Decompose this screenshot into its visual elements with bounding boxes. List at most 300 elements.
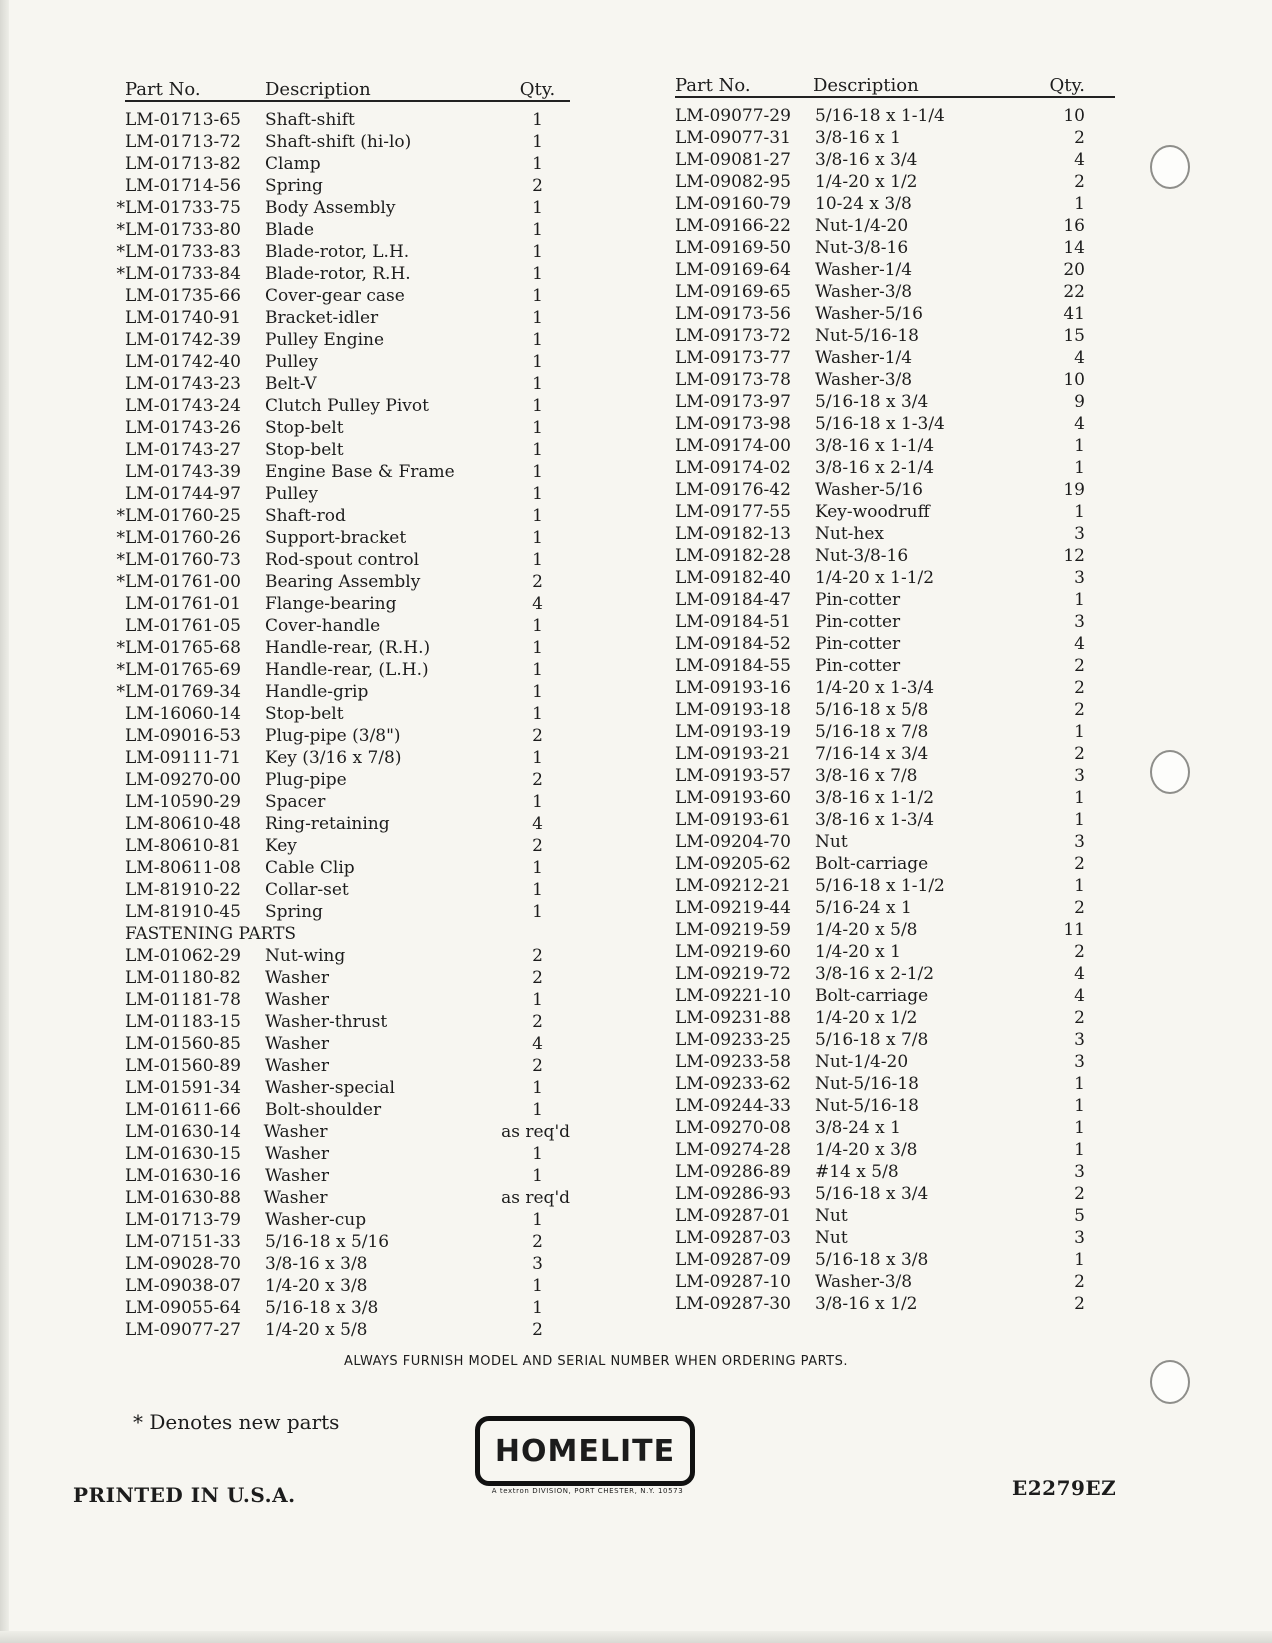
ordering-notice: ALWAYS FURNISH MODEL AND SERIAL NUMBER WHEN ORDERING PARTS. <box>344 1354 848 1369</box>
table-row <box>125 878 570 900</box>
part-number <box>125 154 265 174</box>
part-quantity: 1 <box>1074 1074 1085 1094</box>
part-number <box>675 480 815 500</box>
table-row <box>675 456 1115 478</box>
part-quantity: 2 <box>1074 678 1085 698</box>
part-number <box>675 216 815 236</box>
part-description: Bolt-carriage <box>815 854 929 874</box>
part-number-text: LM-01760-73 <box>125 550 241 570</box>
part-number <box>125 110 265 130</box>
part-number-text: LM-09219-60 <box>675 942 791 962</box>
part-number <box>125 968 265 988</box>
part-number <box>116 572 265 592</box>
part-quantity: 2 <box>1074 1008 1085 1028</box>
table-row <box>675 1226 1115 1248</box>
part-number-text: LM-09173-72 <box>675 326 791 346</box>
table-row <box>125 1032 570 1054</box>
part-quantity: 2 <box>1074 898 1085 918</box>
part-quantity: 1 <box>532 902 543 922</box>
part-description: Washer-cup <box>265 1210 367 1230</box>
table-row <box>675 1116 1115 1138</box>
part-number-text: LM-09287-30 <box>675 1294 791 1314</box>
part-number-text: LM-81910-22 <box>125 880 241 900</box>
part-quantity: 2 <box>532 946 543 966</box>
part-number-text: LM-01714-56 <box>125 176 241 196</box>
part-description: 1/4-20 x 1/2 <box>815 1008 918 1028</box>
table-row <box>675 918 1115 940</box>
table-row <box>675 610 1115 632</box>
part-number <box>125 462 265 482</box>
part-description: Support-bracket <box>265 528 407 548</box>
table-row <box>675 1248 1115 1270</box>
part-quantity: 4 <box>1074 634 1085 654</box>
part-quantity: 1 <box>1074 876 1085 896</box>
part-quantity: 2 <box>1074 128 1085 148</box>
document-code: E2279EZ <box>1012 1476 1117 1500</box>
table-row <box>125 834 570 856</box>
part-description: Spring <box>265 902 323 922</box>
part-description: Nut-hex <box>815 524 884 544</box>
part-description: 5/16-18 x 7/8 <box>815 722 929 742</box>
part-number-text: LM-09166-22 <box>675 216 791 236</box>
part-number-text: LM-09182-13 <box>675 524 791 544</box>
part-description: Handle-grip <box>265 682 369 702</box>
part-description: #14 x 5/8 <box>815 1162 899 1182</box>
part-number-text: LM-01769-34 <box>125 682 241 702</box>
part-description: Stop-belt <box>265 440 344 460</box>
part-number <box>675 436 815 456</box>
part-description: Washer-1/4 <box>815 348 913 368</box>
part-number <box>675 1052 815 1072</box>
part-number <box>675 832 815 852</box>
part-number-text: LM-01630-15 <box>125 1144 241 1164</box>
part-number <box>125 286 265 306</box>
part-quantity: 1 <box>532 132 543 152</box>
table-row <box>675 1160 1115 1182</box>
table-row <box>675 1204 1115 1226</box>
part-quantity: 1 <box>532 550 543 570</box>
part-number-text: LM-01742-40 <box>125 352 241 372</box>
table-row <box>125 1230 570 1252</box>
table-row <box>675 1094 1115 1116</box>
part-number <box>125 594 265 614</box>
table-row <box>116 636 570 658</box>
part-description: Washer <box>263 1122 328 1142</box>
part-quantity: 2 <box>1074 744 1085 764</box>
part-number-text: LM-09287-01 <box>675 1206 791 1226</box>
part-description: 3/8-16 x 2-1/2 <box>815 964 935 984</box>
page-edge-bottom <box>0 1631 1272 1643</box>
part-description: Cable Clip <box>265 858 355 878</box>
part-number-text: LM-09184-55 <box>675 656 791 676</box>
part-number-text: LM-09082-95 <box>675 172 791 192</box>
table-row <box>675 434 1115 456</box>
header-description: Description <box>812 75 919 96</box>
table-row <box>125 284 570 306</box>
part-quantity: 1 <box>532 484 543 504</box>
part-quantity: 1 <box>532 396 543 416</box>
part-quantity: 1 <box>532 330 543 350</box>
part-number-text: LM-09287-09 <box>675 1250 791 1270</box>
part-quantity: 1 <box>532 1276 543 1296</box>
part-number <box>675 106 815 126</box>
part-quantity: 1 <box>1074 458 1085 478</box>
part-description: Pin-cotter <box>815 634 901 654</box>
part-description: Ring-retaining <box>265 814 390 834</box>
part-number <box>125 1100 265 1120</box>
part-description: 1/4-20 x 3/8 <box>815 1140 918 1160</box>
part-quantity: 1 <box>532 110 543 130</box>
part-description: Body Assembly <box>265 198 396 218</box>
part-quantity: 1 <box>1074 194 1085 214</box>
part-number-text: LM-09038-07 <box>125 1276 241 1296</box>
part-quantity: 1 <box>532 198 543 218</box>
part-number <box>125 1298 265 1318</box>
header-description: Description <box>265 79 371 100</box>
part-number <box>675 502 815 522</box>
part-quantity: 2 <box>532 836 543 856</box>
part-quantity: 2 <box>532 1320 543 1340</box>
part-number-text: LM-01735-66 <box>125 286 241 306</box>
table-row <box>116 658 570 680</box>
part-number-text: LM-09173-56 <box>675 304 791 324</box>
part-number <box>675 700 815 720</box>
part-quantity: 20 <box>1063 260 1085 280</box>
part-number <box>125 440 265 460</box>
part-description: 7/16-14 x 3/4 <box>815 744 929 764</box>
part-number <box>675 612 815 632</box>
header-qty: Qty. <box>519 79 556 100</box>
part-number-text: LM-09193-57 <box>675 766 791 786</box>
table-row <box>125 416 570 438</box>
part-quantity: 1 <box>1074 590 1085 610</box>
part-description: Nut-5/16-18 <box>815 1074 919 1094</box>
part-number-text: LM-09219-59 <box>675 920 791 940</box>
part-description: Nut-wing <box>265 946 346 966</box>
part-number-text: LM-01181-78 <box>125 990 241 1010</box>
part-number-text: LM-09173-77 <box>675 348 791 368</box>
table-row <box>675 148 1115 170</box>
new-part-marker: * <box>116 506 125 526</box>
part-description: Shaft-rod <box>265 506 346 526</box>
part-quantity: 1 <box>532 1210 543 1230</box>
part-number <box>125 418 265 438</box>
table-row <box>125 1142 570 1164</box>
table-row <box>675 236 1115 258</box>
part-number <box>675 722 815 742</box>
part-number-text: LM-01765-68 <box>125 638 241 658</box>
part-number-text: LM-09287-03 <box>675 1228 791 1248</box>
part-number <box>125 330 265 350</box>
part-quantity: 3 <box>1074 524 1085 544</box>
part-quantity: 2 <box>532 968 543 988</box>
part-description: 5/16-18 x 1-3/4 <box>815 414 945 434</box>
table-row <box>675 940 1115 962</box>
part-description: 3/8-24 x 1 <box>815 1118 901 1138</box>
part-description: Blade-rotor, L.H. <box>265 242 410 262</box>
part-number <box>675 128 815 148</box>
part-quantity: 2 <box>532 726 543 746</box>
part-number-text: LM-01611-66 <box>125 1100 241 1120</box>
part-description: Bearing Assembly <box>265 572 421 592</box>
part-number <box>125 616 265 636</box>
table-row <box>125 1054 570 1076</box>
table-row <box>675 1182 1115 1204</box>
part-number <box>125 1210 265 1230</box>
part-quantity: 2 <box>1074 1184 1085 1204</box>
part-number <box>675 1074 815 1094</box>
table-row <box>675 544 1115 566</box>
part-number <box>125 704 265 724</box>
part-number <box>675 854 815 874</box>
table-row <box>116 240 570 262</box>
table-row <box>125 856 570 878</box>
part-number-text: LM-09244-33 <box>675 1096 791 1116</box>
table-row <box>125 724 570 746</box>
part-quantity: 11 <box>1063 920 1085 940</box>
part-number <box>125 132 265 152</box>
part-number <box>675 1140 815 1160</box>
part-number <box>675 1250 815 1270</box>
table-row <box>125 482 570 504</box>
table-header <box>125 62 570 102</box>
part-number <box>675 744 815 764</box>
part-number <box>125 726 265 746</box>
part-description: Washer <box>265 968 329 988</box>
part-number-text: LM-01743-39 <box>125 462 241 482</box>
table-row <box>125 1010 570 1032</box>
new-part-marker: * <box>116 638 125 658</box>
part-description: Blade <box>265 220 315 240</box>
part-description: Shaft-shift (hi-lo) <box>265 132 412 152</box>
part-number-text: LM-09205-62 <box>675 854 791 874</box>
part-number <box>675 964 815 984</box>
table-row <box>125 900 570 922</box>
part-number <box>675 524 815 544</box>
part-quantity: 14 <box>1063 238 1085 258</box>
table-row <box>125 592 570 614</box>
part-number <box>116 528 265 548</box>
part-quantity: as req'd <box>501 1188 570 1208</box>
part-number-text: LM-01591-34 <box>125 1078 241 1098</box>
part-number-text: LM-01733-83 <box>125 242 241 262</box>
part-number-text: LM-09286-89 <box>675 1162 791 1182</box>
part-number <box>675 150 815 170</box>
table-row <box>125 152 570 174</box>
part-quantity: 1 <box>532 506 543 526</box>
part-description: Pin-cotter <box>815 590 901 610</box>
part-number <box>675 546 815 566</box>
part-number <box>116 638 265 658</box>
table-row <box>675 588 1115 610</box>
table-row <box>675 1138 1115 1160</box>
part-description: Bolt-carriage <box>815 986 929 1006</box>
part-quantity: 1 <box>532 1100 543 1120</box>
part-number <box>116 682 265 702</box>
table-row <box>125 746 570 768</box>
part-quantity: 1 <box>532 660 543 680</box>
part-quantity: 12 <box>1063 546 1085 566</box>
part-description: Nut-3/8-16 <box>815 238 909 258</box>
new-part-marker: * <box>116 682 125 702</box>
part-number-text: LM-01713-79 <box>125 1210 241 1230</box>
part-quantity: 1 <box>532 154 543 174</box>
part-description: 5/16-18 x 3/4 <box>815 1184 929 1204</box>
part-number-text: LM-01765-69 <box>125 660 241 680</box>
part-quantity: 1 <box>532 462 543 482</box>
section-label-fastening-parts: FASTENING PARTS <box>125 924 297 944</box>
part-quantity: 1 <box>532 242 543 262</box>
table-row <box>675 104 1115 126</box>
part-description: Key (3/16 x 7/8) <box>265 748 402 768</box>
part-quantity: 15 <box>1063 326 1085 346</box>
part-quantity: 1 <box>1074 436 1085 456</box>
table-row <box>125 306 570 328</box>
part-number-text: LM-09270-08 <box>675 1118 791 1138</box>
part-number <box>125 176 265 196</box>
part-description: Plug-pipe <box>265 770 347 790</box>
part-number <box>675 1030 815 1050</box>
part-number-text: LM-09270-00 <box>125 770 241 790</box>
part-quantity: 3 <box>1074 612 1085 632</box>
part-description: 3/8-16 x 1-1/2 <box>815 788 935 808</box>
part-quantity: 2 <box>532 176 543 196</box>
table-row <box>675 192 1115 214</box>
part-description: Clamp <box>265 154 321 174</box>
table-row <box>675 324 1115 346</box>
part-description: 5/16-18 x 1-1/4 <box>815 106 945 126</box>
part-quantity: 1 <box>532 1298 543 1318</box>
part-number-text: LM-09287-10 <box>675 1272 791 1292</box>
part-number <box>116 242 265 262</box>
part-quantity: 2 <box>1074 700 1085 720</box>
part-description: 1/4-20 x 5/8 <box>265 1320 368 1340</box>
table-row <box>125 350 570 372</box>
part-number-text: LM-09274-28 <box>675 1140 791 1160</box>
part-number <box>675 1118 815 1138</box>
part-number <box>675 1206 815 1226</box>
part-description: 3/8-16 x 1-1/4 <box>815 436 935 456</box>
part-description: Pulley Engine <box>265 330 385 350</box>
part-description: 3/8-16 x 3/4 <box>815 150 918 170</box>
part-description: 10-24 x 3/8 <box>815 194 912 214</box>
part-number-text: LM-01761-05 <box>125 616 241 636</box>
part-number <box>125 748 265 768</box>
page-edge-left <box>0 0 9 1643</box>
part-number <box>675 194 815 214</box>
part-number <box>675 634 815 654</box>
table-row <box>675 786 1115 808</box>
table-row <box>675 258 1115 280</box>
part-number-text: LM-09221-10 <box>675 986 791 1006</box>
new-parts-legend: * Denotes new parts <box>133 1410 340 1434</box>
part-number <box>675 810 815 830</box>
part-quantity: 1 <box>532 1144 543 1164</box>
part-number <box>675 568 815 588</box>
part-number <box>675 1228 815 1248</box>
part-quantity: 2 <box>1074 172 1085 192</box>
part-number-text: LM-01760-26 <box>125 528 241 548</box>
table-row <box>125 328 570 350</box>
part-quantity: 3 <box>1074 832 1085 852</box>
new-part-marker: * <box>116 198 125 218</box>
part-quantity: 1 <box>532 704 543 724</box>
part-description: 1/4-20 x 3/8 <box>265 1276 368 1296</box>
part-number <box>675 1008 815 1028</box>
part-description: Nut <box>815 832 848 852</box>
part-number <box>675 656 815 676</box>
part-number-text: LM-01761-00 <box>125 572 241 592</box>
part-description: Washer-3/8 <box>815 370 913 390</box>
table-row <box>125 812 570 834</box>
part-description: Engine Base & Frame <box>265 462 455 482</box>
table-row <box>125 174 570 196</box>
part-description: 1/4-20 x 1-1/2 <box>815 568 935 588</box>
part-number <box>675 876 815 896</box>
part-quantity: 1 <box>532 374 543 394</box>
table-row <box>675 412 1115 434</box>
table-row <box>125 1120 570 1142</box>
part-description: 3/8-16 x 7/8 <box>815 766 918 786</box>
table-row <box>125 614 570 636</box>
part-number <box>125 880 265 900</box>
part-number <box>675 348 815 368</box>
part-number <box>675 590 815 610</box>
part-number <box>675 1096 815 1116</box>
new-part-marker: * <box>116 660 125 680</box>
table-row <box>675 1006 1115 1028</box>
part-description: Washer-5/16 <box>815 304 923 324</box>
table-row <box>125 988 570 1010</box>
table-row <box>675 170 1115 192</box>
part-description: 3/8-16 x 3/8 <box>265 1254 368 1274</box>
part-number-text: LM-81910-45 <box>125 902 241 922</box>
part-quantity: 1 <box>532 858 543 878</box>
part-number <box>125 1144 265 1164</box>
part-number-text: LM-09169-65 <box>675 282 791 302</box>
part-number-text: LM-09028-70 <box>125 1254 241 1274</box>
part-number <box>116 198 265 218</box>
part-number <box>675 986 815 1006</box>
part-number-text: LM-09212-21 <box>675 876 791 896</box>
part-number-text: LM-09233-25 <box>675 1030 791 1050</box>
part-number-text: LM-09233-62 <box>675 1074 791 1094</box>
header-part-no: Part No. <box>675 75 751 96</box>
part-description: 1/4-20 x 1/2 <box>815 172 918 192</box>
part-number <box>675 414 815 434</box>
part-quantity: 4 <box>1074 150 1085 170</box>
table-body <box>675 98 1115 1314</box>
part-quantity: 1 <box>532 264 543 284</box>
part-number <box>125 1012 265 1032</box>
part-description: Washer <box>265 1144 329 1164</box>
part-number-text: LM-01761-01 <box>125 594 241 614</box>
part-description: Spacer <box>265 792 326 812</box>
part-description: Pulley <box>265 484 318 504</box>
part-number-text: LM-09193-16 <box>675 678 791 698</box>
part-description: Stop-belt <box>265 704 344 724</box>
part-description: Key-woodruff <box>815 502 930 522</box>
part-number <box>675 766 815 786</box>
part-number <box>675 942 815 962</box>
part-quantity: 1 <box>532 1166 543 1186</box>
part-number <box>675 678 815 698</box>
table-row <box>125 944 570 966</box>
part-quantity: 1 <box>1074 722 1085 742</box>
part-description: Nut-5/16-18 <box>815 326 919 346</box>
part-quantity: 1 <box>532 638 543 658</box>
part-description: Key <box>265 836 297 856</box>
